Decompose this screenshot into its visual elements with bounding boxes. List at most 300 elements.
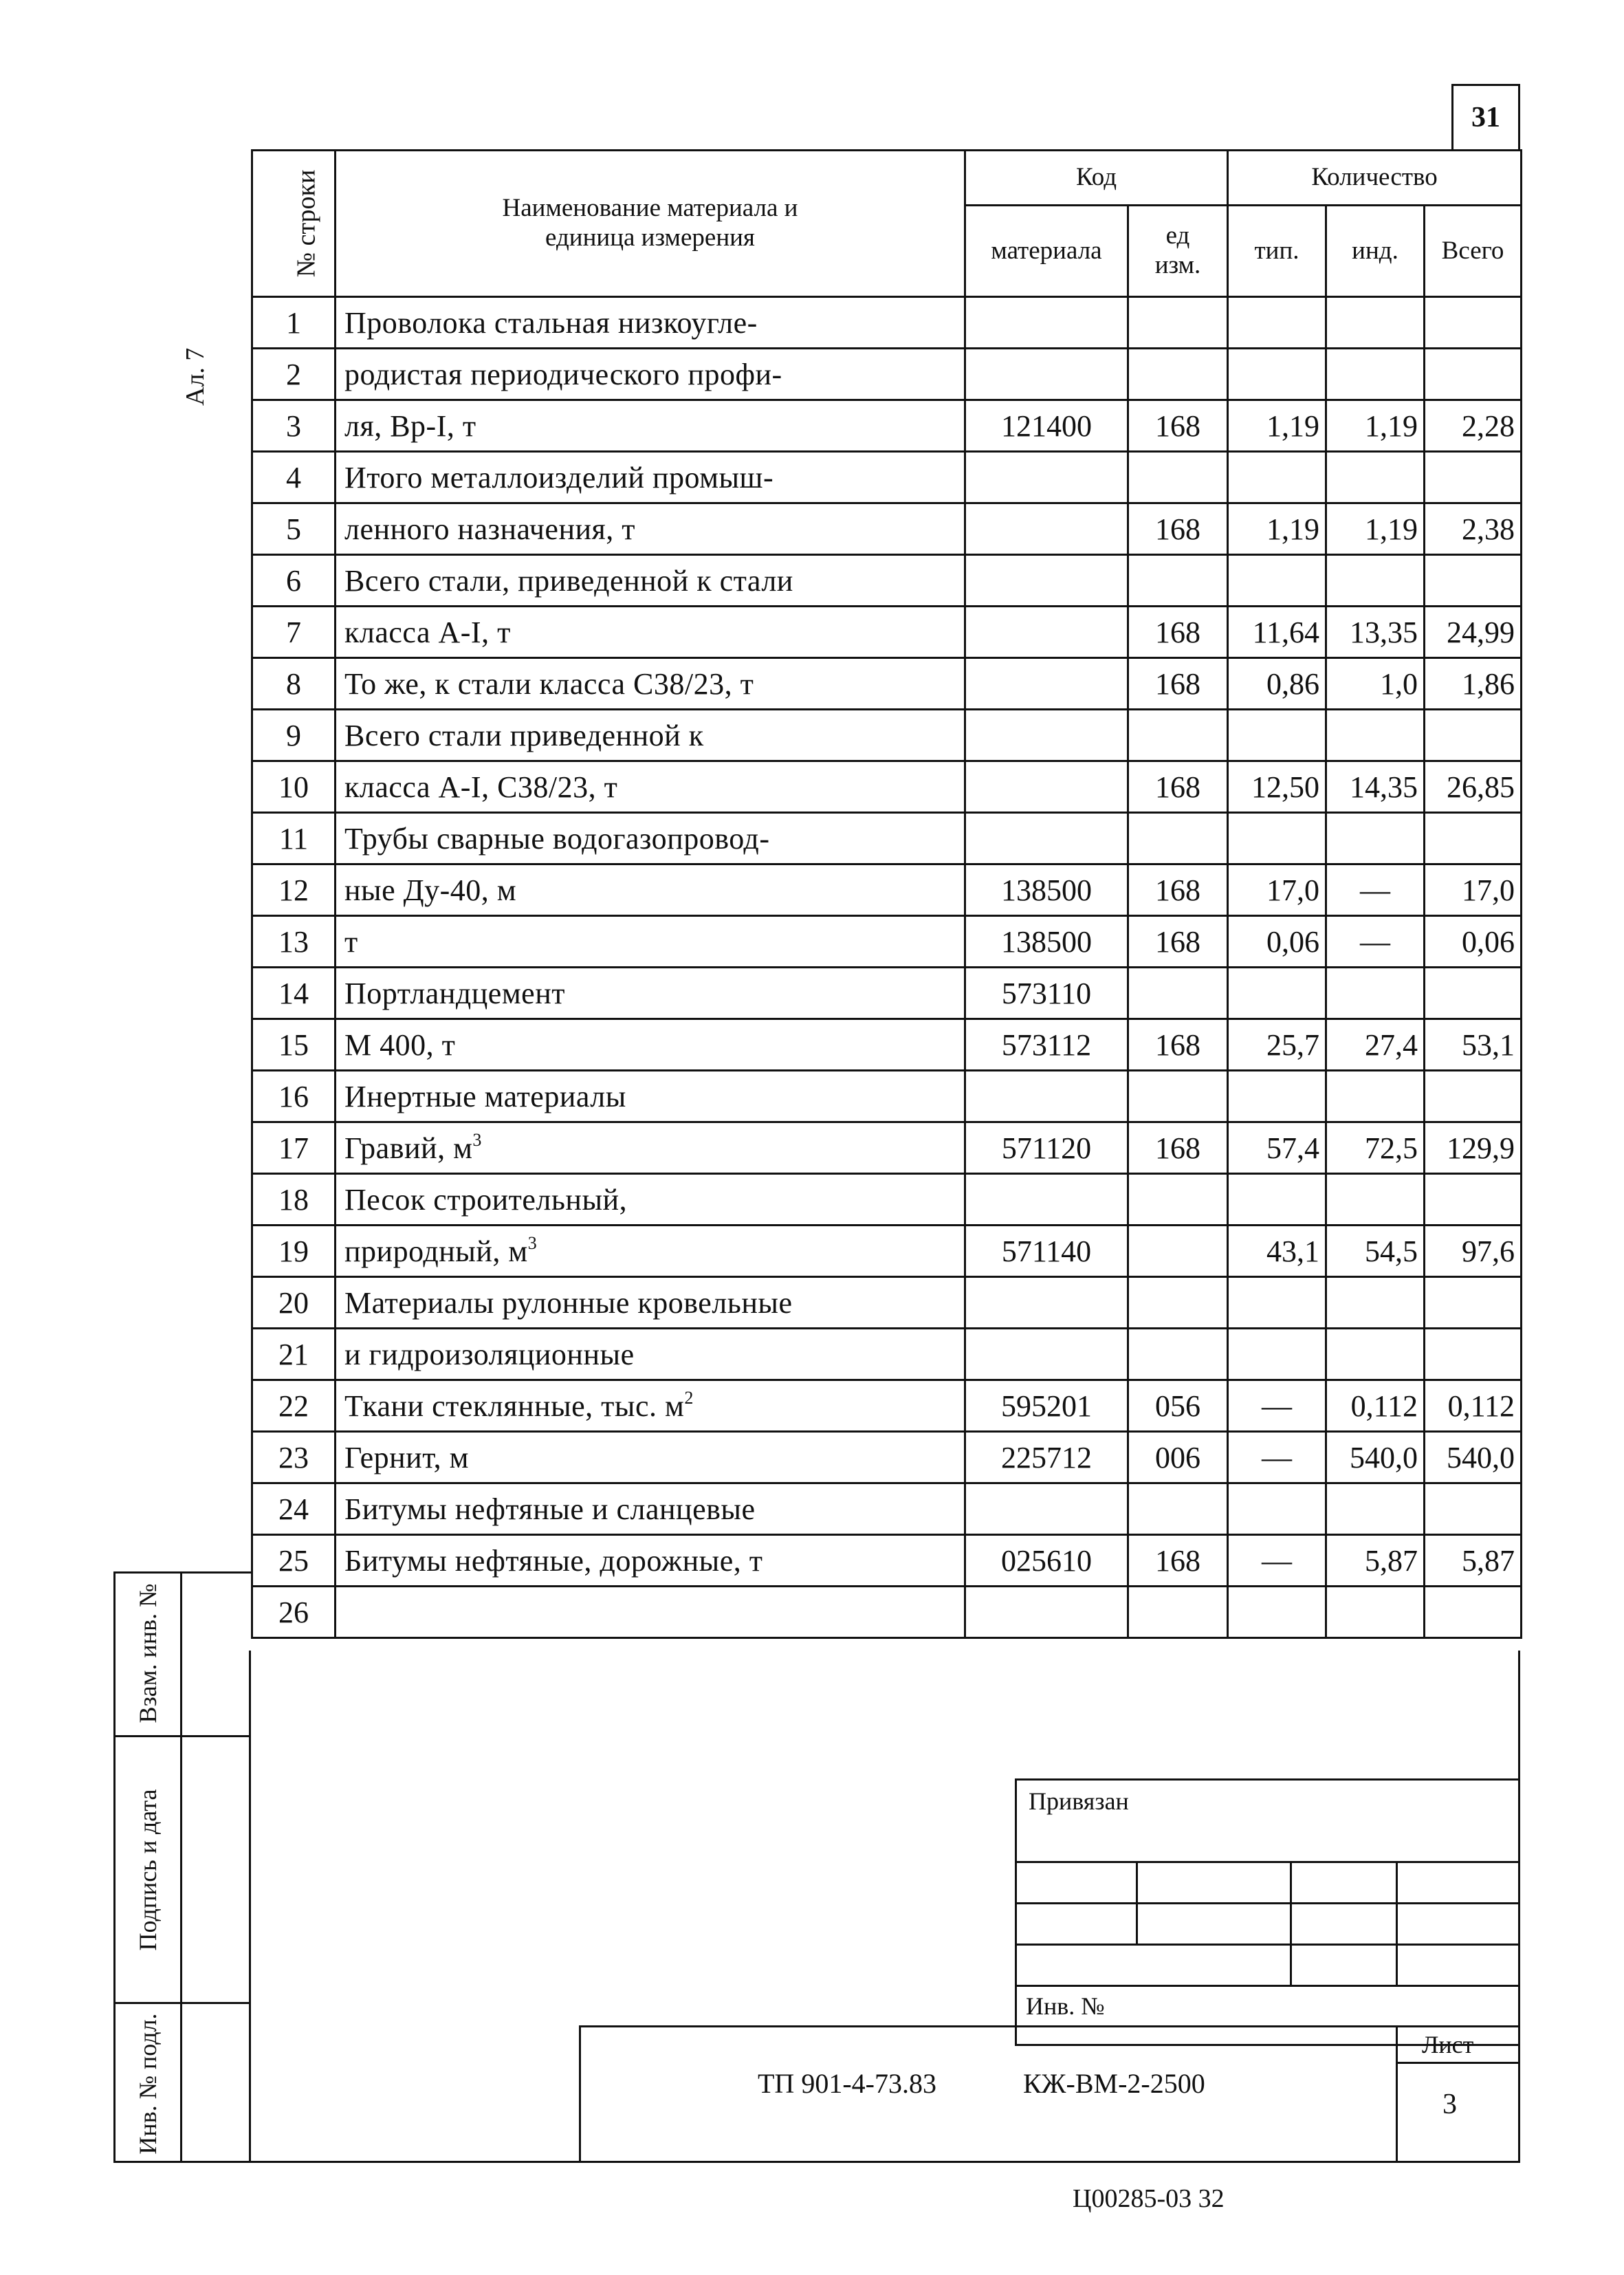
qty-typ-cell [1228, 1587, 1326, 1638]
row-number-cell-text: 20 [278, 1285, 309, 1320]
stamp-vzam-inv: Взам. инв. № [134, 1583, 162, 1723]
material-name-cell-text: т [344, 924, 358, 959]
row-number-cell-text: 25 [278, 1543, 309, 1578]
qty-total-cell-text: 1,86 [1462, 666, 1515, 701]
qty-typ-cell [1228, 555, 1326, 607]
material-name-cell [336, 349, 965, 400]
sheet-number: 3 [1442, 2089, 1457, 2120]
material-code-cell-text: 571120 [1001, 1131, 1092, 1165]
qty-typ-cell-text: 17,0 [1266, 873, 1320, 907]
row-number-cell [252, 1174, 336, 1226]
table-row [252, 452, 1522, 503]
qty-ind-cell [1326, 710, 1425, 761]
qty-typ-cell-text: 57,4 [1266, 1131, 1320, 1165]
row-number-cell-text: 22 [278, 1389, 309, 1423]
qty-typ-cell [1228, 607, 1326, 658]
row-number-cell-text: 13 [278, 924, 309, 959]
table-row [252, 1329, 1522, 1380]
row-number-cell-text: 12 [278, 873, 309, 907]
material-name-cell-text: класса А-I, т [344, 615, 511, 649]
material-name-cell [336, 1380, 965, 1432]
qty-total-cell [1425, 813, 1522, 864]
row-number-cell-text: 11 [278, 821, 309, 856]
material-code-cell-text: 573112 [1001, 1027, 1092, 1062]
qty-typ-cell [1228, 1535, 1326, 1587]
row-number-cell [252, 400, 336, 452]
unit-code-cell [1128, 968, 1228, 1019]
table-row [252, 813, 1522, 864]
qty-total-cell [1425, 1174, 1522, 1226]
qty-ind-cell [1326, 813, 1425, 864]
row-number-cell [252, 555, 336, 607]
unit-code-cell [1128, 1535, 1228, 1587]
qty-typ-cell [1228, 658, 1326, 710]
material-name-cell-text: Инертные материалы [344, 1079, 626, 1113]
material-name-cell [336, 761, 965, 813]
unit-code-cell [1128, 1019, 1228, 1071]
table-row [252, 1380, 1522, 1432]
qty-total-cell-text: 26,85 [1447, 770, 1515, 804]
material-name-cell [336, 400, 965, 452]
row-number-cell-text: 19 [278, 1234, 309, 1268]
unit-code-cell-text: 168 [1155, 1131, 1200, 1165]
qty-total-cell [1425, 1535, 1522, 1587]
qty-typ-cell [1228, 1019, 1326, 1071]
material-code-cell [965, 452, 1128, 503]
qty-total-cell [1425, 916, 1522, 968]
unit-code-cell-text: 168 [1155, 409, 1200, 443]
qty-ind-cell [1326, 1174, 1425, 1226]
qty-typ-cell-text: 11,64 [1252, 615, 1320, 649]
qty-typ-cell-text: — [1262, 1543, 1293, 1578]
header-qty-group: Количество [1228, 151, 1522, 206]
unit-code-cell [1128, 761, 1228, 813]
row-number-cell [252, 813, 336, 864]
qty-ind-cell-text: 72,5 [1365, 1131, 1418, 1165]
table-row [252, 1277, 1522, 1329]
material-name-cell-text: Трубы сварные водогазопровод- [344, 821, 770, 856]
table-row [252, 864, 1522, 916]
row-number-cell-text: 5 [286, 512, 301, 546]
table-row [252, 1535, 1522, 1587]
qty-ind-cell [1326, 297, 1425, 349]
table-row [252, 710, 1522, 761]
unit-code-cell [1128, 297, 1228, 349]
row-number-cell [252, 1329, 336, 1380]
unit-code-cell [1128, 1122, 1228, 1174]
row-number-cell [252, 1432, 336, 1483]
unit-code-cell [1128, 349, 1228, 400]
material-code-cell [965, 1483, 1128, 1535]
stamp-inv-podl: Инв. № подл. [134, 2012, 162, 2155]
row-number-cell [252, 503, 336, 555]
qty-ind-cell [1326, 1071, 1425, 1122]
table-row [252, 761, 1522, 813]
privyazan-label: Привязан [1029, 1787, 1129, 1815]
material-name-cell [336, 658, 965, 710]
row-number-cell-text: 1 [286, 305, 301, 340]
qty-total-cell [1425, 761, 1522, 813]
qty-typ-cell [1228, 1277, 1326, 1329]
qty-typ-cell-text: 1,19 [1266, 512, 1320, 546]
unit-code-cell [1128, 1329, 1228, 1380]
qty-ind-cell [1326, 1277, 1425, 1329]
inv-no-label: Инв. № [1026, 1992, 1105, 2020]
material-name-cell-text: ленного назначения, т [344, 512, 636, 546]
qty-typ-cell [1228, 1380, 1326, 1432]
material-name-cell [336, 1329, 965, 1380]
material-name-cell [336, 452, 965, 503]
qty-total-cell [1425, 1432, 1522, 1483]
material-name-cell [336, 1122, 965, 1174]
material-name-cell-text: То же, к стали класса С38/23, т [344, 666, 754, 701]
material-code-cell [965, 555, 1128, 607]
table-row [252, 1432, 1522, 1483]
row-number-cell-text: 10 [278, 770, 309, 804]
unit-code-cell-text: 168 [1155, 1543, 1200, 1578]
qty-ind-cell [1326, 503, 1425, 555]
material-code-cell [965, 297, 1128, 349]
qty-total-cell-text: 5,87 [1462, 1543, 1515, 1578]
qty-total-cell [1425, 400, 1522, 452]
row-number-cell [252, 297, 336, 349]
material-name-cell-text: родистая периодического профи- [344, 357, 782, 391]
material-code-cell [965, 1587, 1128, 1638]
qty-ind-cell [1326, 968, 1425, 1019]
unit-code-cell [1128, 1483, 1228, 1535]
row-number-cell [252, 1019, 336, 1071]
material-name-cell-text: М 400, т [344, 1027, 456, 1062]
footer-reference: Ц00285-03 32 [1073, 2184, 1225, 2213]
row-number-cell-text: 26 [278, 1595, 309, 1629]
qty-total-cell [1425, 1019, 1522, 1071]
qty-total-cell [1425, 864, 1522, 916]
unit-code-cell-text: 168 [1155, 615, 1200, 649]
qty-typ-cell [1228, 1122, 1326, 1174]
doc-code: ТП 901-4-73.83 [758, 2068, 936, 2099]
unit-exponent: 3 [527, 1232, 538, 1253]
qty-ind-cell [1326, 349, 1425, 400]
qty-total-cell-text: 24,99 [1447, 615, 1515, 649]
qty-typ-cell-text: 0,06 [1266, 924, 1320, 959]
qty-typ-cell [1228, 916, 1326, 968]
qty-ind-cell-text: 5,87 [1365, 1543, 1418, 1578]
row-number-cell-text: 23 [278, 1440, 309, 1474]
table-row [252, 1226, 1522, 1277]
material-name-cell [336, 710, 965, 761]
qty-total-cell [1425, 1226, 1522, 1277]
qty-typ-cell [1228, 349, 1326, 400]
row-number-cell [252, 349, 336, 400]
qty-ind-cell-text: — [1360, 924, 1391, 959]
unit-code-cell [1128, 813, 1228, 864]
material-name-cell-text: природный, м [344, 1234, 528, 1268]
material-code-cell-text: 121400 [1001, 409, 1092, 443]
qty-ind-cell [1326, 658, 1425, 710]
qty-total-cell-text: 0,06 [1462, 924, 1515, 959]
row-number-cell-text: 4 [286, 460, 301, 494]
qty-typ-cell-text: 25,7 [1266, 1027, 1320, 1062]
material-code-cell [965, 813, 1128, 864]
qty-ind-cell-text: 14,35 [1350, 770, 1418, 804]
unit-code-cell [1128, 1587, 1228, 1638]
header-qty-typ: тип. [1228, 206, 1326, 297]
unit-exponent: 3 [472, 1129, 482, 1150]
row-number-cell [252, 1483, 336, 1535]
material-code-cell-text: 595201 [1001, 1389, 1092, 1423]
unit-code-cell-text: 168 [1155, 924, 1200, 959]
qty-total-cell [1425, 503, 1522, 555]
qty-typ-cell [1228, 503, 1326, 555]
row-number-cell-text: 24 [278, 1492, 309, 1526]
qty-typ-cell [1228, 864, 1326, 916]
material-name-cell [336, 607, 965, 658]
frame-bottom-line [113, 2161, 1520, 2163]
header-row-no-label: № строки [292, 169, 321, 277]
row-number-cell [252, 1277, 336, 1329]
row-number-cell-text: 15 [278, 1027, 309, 1062]
row-number-cell [252, 1535, 336, 1587]
qty-ind-cell [1326, 400, 1425, 452]
qty-ind-cell-text: 54,5 [1365, 1234, 1418, 1268]
row-number-cell-text: 8 [286, 666, 301, 701]
qty-typ-cell [1228, 1329, 1326, 1380]
material-name-cell-text: Гравий, м [344, 1131, 473, 1165]
unit-code-cell [1128, 1380, 1228, 1432]
material-name-cell-text: Материалы рулонные кровельные [344, 1285, 793, 1320]
unit-code-cell [1128, 1432, 1228, 1483]
header-code-material: материала [965, 206, 1128, 297]
unit-code-cell [1128, 710, 1228, 761]
qty-typ-cell-text: — [1262, 1389, 1293, 1423]
qty-total-cell [1425, 658, 1522, 710]
material-name-cell-text: Портландцемент [344, 976, 565, 1010]
row-number-cell-text: 17 [278, 1131, 309, 1165]
qty-typ-cell [1228, 813, 1326, 864]
material-name-cell [336, 1587, 965, 1638]
qty-total-cell [1425, 1071, 1522, 1122]
header-qty-ind: инд. [1326, 206, 1425, 297]
qty-total-cell [1425, 349, 1522, 400]
material-name-cell-text: Всего стали, приведенной к стали [344, 563, 793, 598]
qty-total-cell [1425, 968, 1522, 1019]
qty-typ-cell [1228, 1071, 1326, 1122]
row-number-cell-text: 6 [286, 563, 301, 598]
qty-typ-cell [1228, 1483, 1326, 1535]
qty-ind-cell [1326, 1226, 1425, 1277]
row-number-cell [252, 710, 336, 761]
material-code-cell-text: 571140 [1001, 1234, 1092, 1268]
header-row-no [252, 151, 336, 297]
qty-total-cell-text: 129,9 [1447, 1131, 1515, 1165]
unit-code-cell [1128, 1277, 1228, 1329]
material-code-cell-text: 025610 [1001, 1543, 1092, 1578]
material-name-cell [336, 555, 965, 607]
unit-code-cell [1128, 1071, 1228, 1122]
row-number-cell [252, 761, 336, 813]
row-number-cell [252, 1122, 336, 1174]
table-row [252, 916, 1522, 968]
material-name-cell-text: Итого металлоизделий промыш- [344, 460, 774, 494]
material-name-cell [336, 1432, 965, 1483]
qty-typ-cell [1228, 1432, 1326, 1483]
material-name-cell-text: ные Ду-40, м [344, 873, 517, 907]
qty-typ-cell-text: — [1262, 1440, 1293, 1474]
qty-typ-cell [1228, 297, 1326, 349]
material-name-cell-text: Песок строительный, [344, 1182, 628, 1217]
material-name-cell-text: Всего стали приведенной к [344, 718, 704, 752]
qty-total-cell [1425, 1587, 1522, 1638]
qty-ind-cell-text: 1,19 [1365, 512, 1418, 546]
qty-total-cell-text: 540,0 [1447, 1440, 1515, 1474]
qty-typ-cell [1228, 452, 1326, 503]
qty-typ-cell-text: 1,19 [1266, 409, 1320, 443]
page-number: 31 [1451, 84, 1520, 149]
material-name-cell-text: Гернит, м [344, 1440, 469, 1474]
table-row [252, 503, 1522, 555]
material-name-cell [336, 864, 965, 916]
unit-code-cell [1128, 607, 1228, 658]
material-name-cell [336, 813, 965, 864]
qty-typ-cell [1228, 1226, 1326, 1277]
qty-ind-cell [1326, 761, 1425, 813]
row-number-cell-text: 21 [278, 1337, 309, 1371]
material-code-cell [965, 1432, 1128, 1483]
header-code-unit-label: ед изм. [1154, 221, 1201, 279]
unit-code-cell-text: 168 [1155, 666, 1200, 701]
material-name-cell-text: Ткани стеклянные, тыс. м [344, 1389, 685, 1423]
qty-total-cell [1425, 555, 1522, 607]
row-number-cell-text: 9 [286, 718, 301, 752]
qty-ind-cell [1326, 452, 1425, 503]
qty-total-cell [1425, 1277, 1522, 1329]
material-code-cell [965, 1071, 1128, 1122]
material-code-cell-text: 225712 [1001, 1440, 1092, 1474]
side-label: Ал. 7 [181, 347, 210, 406]
qty-typ-cell-text: 43,1 [1266, 1234, 1320, 1268]
qty-total-cell [1425, 710, 1522, 761]
material-name-cell [336, 968, 965, 1019]
material-name-cell [336, 297, 965, 349]
unit-code-cell [1128, 658, 1228, 710]
unit-code-cell-text: 168 [1155, 512, 1200, 546]
qty-typ-cell [1228, 710, 1326, 761]
row-number-cell [252, 1587, 336, 1638]
unit-code-cell [1128, 400, 1228, 452]
table-row [252, 1174, 1522, 1226]
qty-ind-cell-text: 540,0 [1350, 1440, 1418, 1474]
unit-code-cell [1128, 916, 1228, 968]
qty-ind-cell [1326, 1019, 1425, 1071]
material-name-cell [336, 1071, 965, 1122]
table-row [252, 1122, 1522, 1174]
table-row [252, 1071, 1522, 1122]
row-number-cell [252, 658, 336, 710]
qty-ind-cell [1326, 1587, 1425, 1638]
stamp-column [113, 1571, 251, 2163]
table-row [252, 1587, 1522, 1638]
material-name-cell [336, 503, 965, 555]
unit-code-cell [1128, 1174, 1228, 1226]
row-number-cell-text: 16 [278, 1079, 309, 1113]
row-number-cell-text: 3 [286, 409, 301, 443]
qty-total-cell-text: 2,28 [1462, 409, 1515, 443]
row-number-cell [252, 607, 336, 658]
table-row [252, 658, 1522, 710]
row-number-cell-text: 2 [286, 357, 301, 391]
header-name [336, 151, 965, 297]
qty-ind-cell [1326, 1329, 1425, 1380]
material-name-cell [336, 1019, 965, 1071]
material-name-cell-text: Битумы нефтяные и сланцевые [344, 1492, 756, 1526]
qty-typ-cell [1228, 968, 1326, 1019]
material-name-cell [336, 1277, 965, 1329]
qty-typ-cell-text: 12,50 [1251, 770, 1320, 804]
qty-ind-cell-text: 1,0 [1380, 666, 1418, 701]
doc-mark: КЖ-ВМ-2-2500 [1023, 2068, 1205, 2099]
qty-ind-cell-text: — [1360, 873, 1391, 907]
qty-ind-cell [1326, 607, 1425, 658]
table-row [252, 297, 1522, 349]
row-number-cell [252, 968, 336, 1019]
material-code-cell [965, 710, 1128, 761]
unit-code-cell [1128, 1226, 1228, 1277]
qty-ind-cell-text: 1,19 [1365, 409, 1418, 443]
header-name-label: Наименование материала и единица измерения [502, 194, 798, 252]
unit-code-cell-text: 006 [1155, 1440, 1200, 1474]
row-number-cell-text: 18 [278, 1182, 309, 1217]
table-row [252, 968, 1522, 1019]
qty-ind-cell [1326, 555, 1425, 607]
qty-total-cell-text: 0,112 [1447, 1389, 1515, 1423]
material-name-cell [336, 1226, 965, 1277]
material-code-cell [965, 349, 1128, 400]
row-number-cell [252, 864, 336, 916]
material-name-cell-text: класса А-I, С38/23, т [344, 770, 618, 804]
material-name-cell-text: ля, Вр-I, т [344, 409, 476, 443]
material-code-cell [965, 1122, 1128, 1174]
sheet-label: Лист [1422, 2031, 1474, 2058]
material-code-cell [965, 658, 1128, 710]
material-name-cell [336, 916, 965, 968]
material-code-cell [965, 1277, 1128, 1329]
row-number-cell [252, 1071, 336, 1122]
table-row [252, 607, 1522, 658]
material-code-cell [965, 1019, 1128, 1071]
material-name-cell-text: и гидроизоляционные [344, 1337, 635, 1371]
material-code-cell [965, 1329, 1128, 1380]
unit-code-cell-text: 056 [1155, 1389, 1200, 1423]
row-number-cell [252, 452, 336, 503]
qty-total-cell [1425, 1483, 1522, 1535]
table-row [252, 400, 1522, 452]
material-name-cell [336, 1535, 965, 1587]
qty-typ-cell-text: 0,86 [1266, 666, 1320, 701]
qty-typ-cell [1228, 761, 1326, 813]
qty-total-cell [1425, 607, 1522, 658]
row-number-cell-text: 7 [286, 615, 301, 649]
qty-total-cell [1425, 452, 1522, 503]
qty-ind-cell-text: 0,112 [1350, 1389, 1418, 1423]
qty-total-cell [1425, 297, 1522, 349]
row-number-cell [252, 1380, 336, 1432]
unit-code-cell-text: 168 [1155, 1027, 1200, 1062]
qty-ind-cell-text: 13,35 [1350, 615, 1418, 649]
material-name-cell [336, 1174, 965, 1226]
material-name-cell [336, 1483, 965, 1535]
header-qty-total: Всего [1425, 206, 1522, 297]
qty-total-cell-text: 2,38 [1462, 512, 1515, 546]
